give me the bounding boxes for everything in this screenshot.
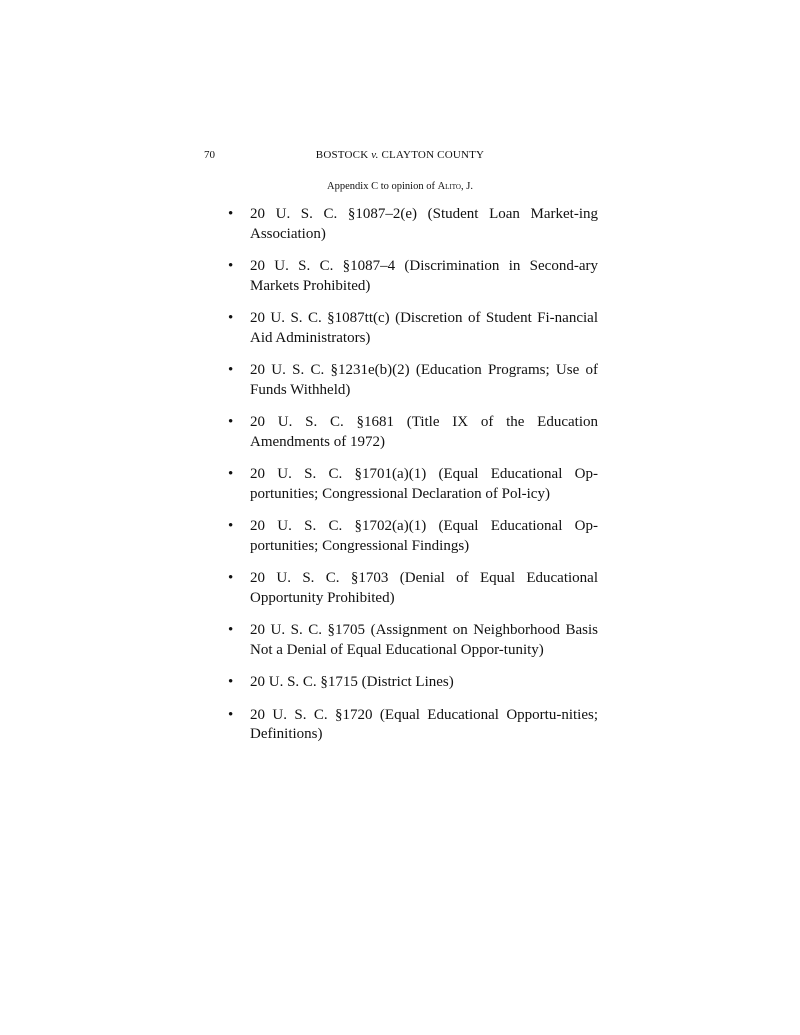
statute-list <box>228 205 598 758</box>
list-item-text: 20 U. S. C. §1701(a)(1) (Equal Educational Op-portunities; Congressional Declaration of Pol-icy) <box>250 466 598 502</box>
appendix-author: Alito <box>437 181 461 192</box>
appendix-suffix: , J. <box>460 181 473 192</box>
running-head-right: CLAYTON COUNTY <box>378 149 485 161</box>
bullet-icon: • <box>228 414 234 430</box>
list-item <box>228 361 598 400</box>
bullet-icon: • <box>228 622 234 638</box>
page-number: 70 <box>204 149 215 161</box>
list-item <box>228 257 598 296</box>
appendix-heading <box>0 181 800 192</box>
list-item <box>228 621 598 660</box>
list-item-text: 20 U. S. C. §1705 (Assignment on Neighborhood Basis Not a Denial of Equal Educational Oppor-tunity) <box>250 622 598 658</box>
list-item-text: 20 U. S. C. §1231e(b)(2) (Education Programs; Use of Funds Withheld) <box>250 362 598 398</box>
bullet-icon: • <box>228 258 234 274</box>
bullet-icon: • <box>228 310 234 326</box>
list-item-text: 20 U. S. C. §1720 (Equal Educational Opportu-nities; Definitions) <box>250 706 598 742</box>
list-item <box>228 413 598 452</box>
list-item <box>228 205 598 244</box>
list-item-text: 20 U. S. C. §1702(a)(1) (Equal Educational Op-portunities; Congressional Findings) <box>250 518 598 554</box>
bullet-icon: • <box>228 206 234 222</box>
list-item <box>228 309 598 348</box>
list-item-text: 20 U. S. C. §1681 (Title IX of the Education Amendments of 1972) <box>250 414 598 450</box>
bullet-icon: • <box>228 674 234 690</box>
list-item-text: 20 U. S. C. §1703 (Denial of Equal Educational Opportunity Prohibited) <box>250 570 598 606</box>
bullet-icon: • <box>228 706 234 723</box>
list-item-text: 20 U. S. C. §1087–4 (Discrimination in Second-ary Markets Prohibited) <box>250 258 598 294</box>
running-head-left: BOSTOCK <box>315 149 372 161</box>
list-item <box>228 569 598 608</box>
list-item <box>228 465 598 504</box>
running-head <box>0 149 800 161</box>
list-item <box>228 517 598 556</box>
list-item-text: 20 U. S. C. §1087tt(c) (Discretion of Student Fi-nancial Aid Administrators) <box>250 310 598 346</box>
list-item <box>228 673 598 693</box>
list-item <box>228 706 598 745</box>
bullet-icon: • <box>228 570 234 586</box>
bullet-icon: • <box>228 362 234 378</box>
running-head-versus: v. <box>371 149 379 161</box>
list-item-text: 20 U. S. C. §1087–2(e) (Student Loan Market-ing Association) <box>250 206 598 242</box>
list-item-text: 20 U. S. C. §1715 (District Lines) <box>250 674 454 690</box>
appendix-prefix: Appendix C to opinion of <box>327 181 438 192</box>
bullet-icon: • <box>228 466 234 482</box>
bullet-icon: • <box>228 518 234 534</box>
